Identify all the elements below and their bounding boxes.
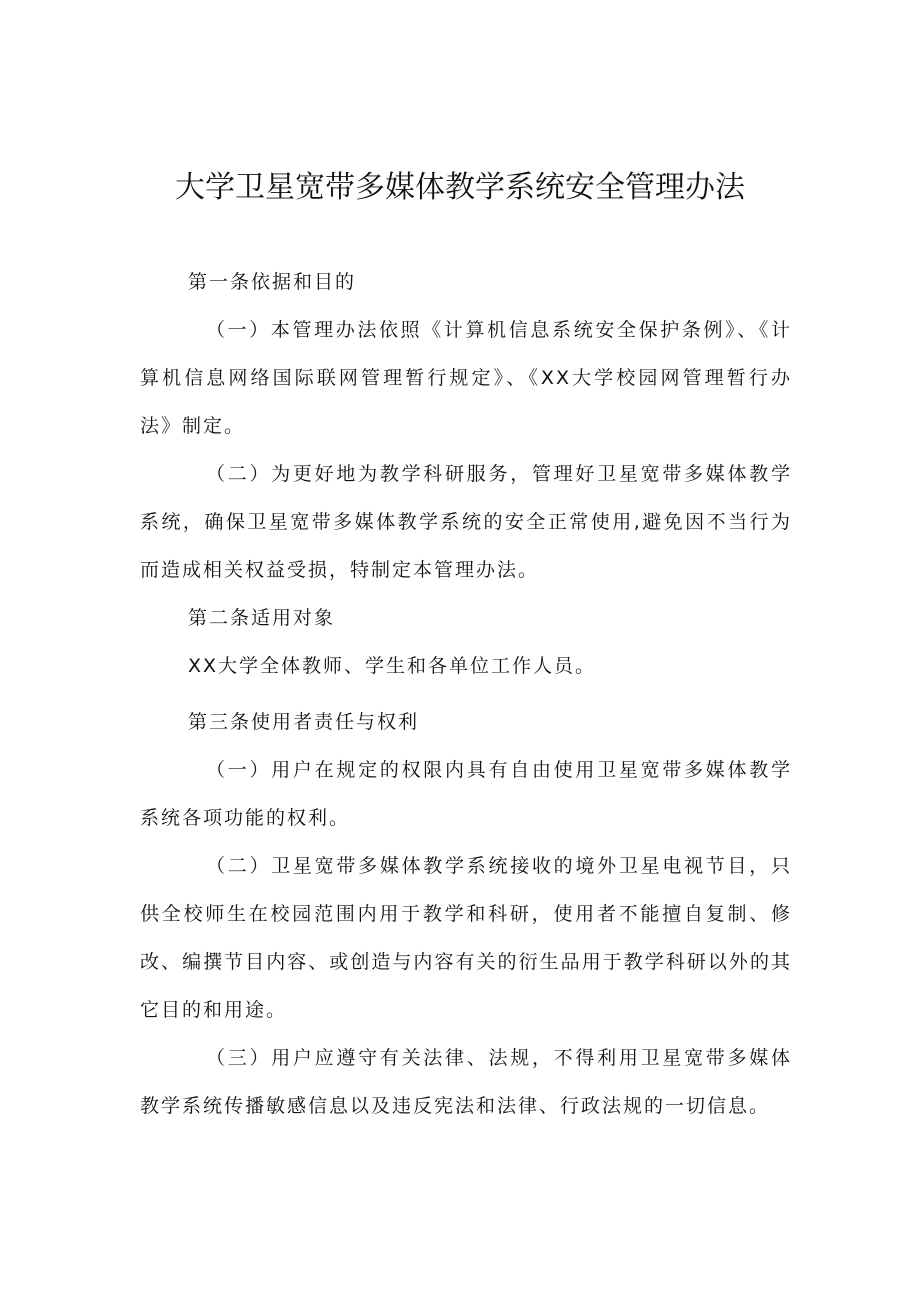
paragraph: XX大学全体教师、学生和各单位工作人员。	[188, 655, 597, 677]
paragraph: （一）本管理办法依照《计算机信息系统安全保护条例》、《计算机信息网络国际联网管理暂行规定》、《XX大学校园网管理暂行办法》制定。	[140, 319, 792, 437]
section-heading: 第二条适用对象	[188, 607, 336, 629]
paragraph: （一）用户在规定的权限内具有自由使用卫星宽带多媒体教学系统各项功能的权利。	[140, 759, 792, 829]
section-heading: 第三条使用者责任与权利	[188, 711, 420, 733]
paragraph: （三）用户应遵守有关法律、法规，不得利用卫星宽带多媒体教学系统传播敏感信息以及违反宪法和法律、行政法规的一切信息。	[140, 1047, 792, 1117]
paragraph: （二）卫星宽带多媒体教学系统接收的境外卫星电视节目，只供全校师生在校园范围内用于教学和科研，使用者不能擅自复制、修改、编撰节目内容、或创造与内容有关的衍生品用于教学科研以外的其它目的和用途。	[140, 855, 792, 1021]
paragraph: （二）为更好地为教学科研服务，管理好卫星宽带多媒体教学系统，确保卫星宽带多媒体教学系统的安全正常使用,避免因不当行为而造成相关权益受损，特制定本管理办法。	[140, 463, 792, 581]
spacer	[140, 690, 792, 698]
document-body	[140, 258, 792, 1130]
section-heading: 第一条依据和目的	[188, 271, 357, 293]
page-title: 大学卫星宽带多媒体教学系统安全管理办法	[175, 170, 745, 205]
